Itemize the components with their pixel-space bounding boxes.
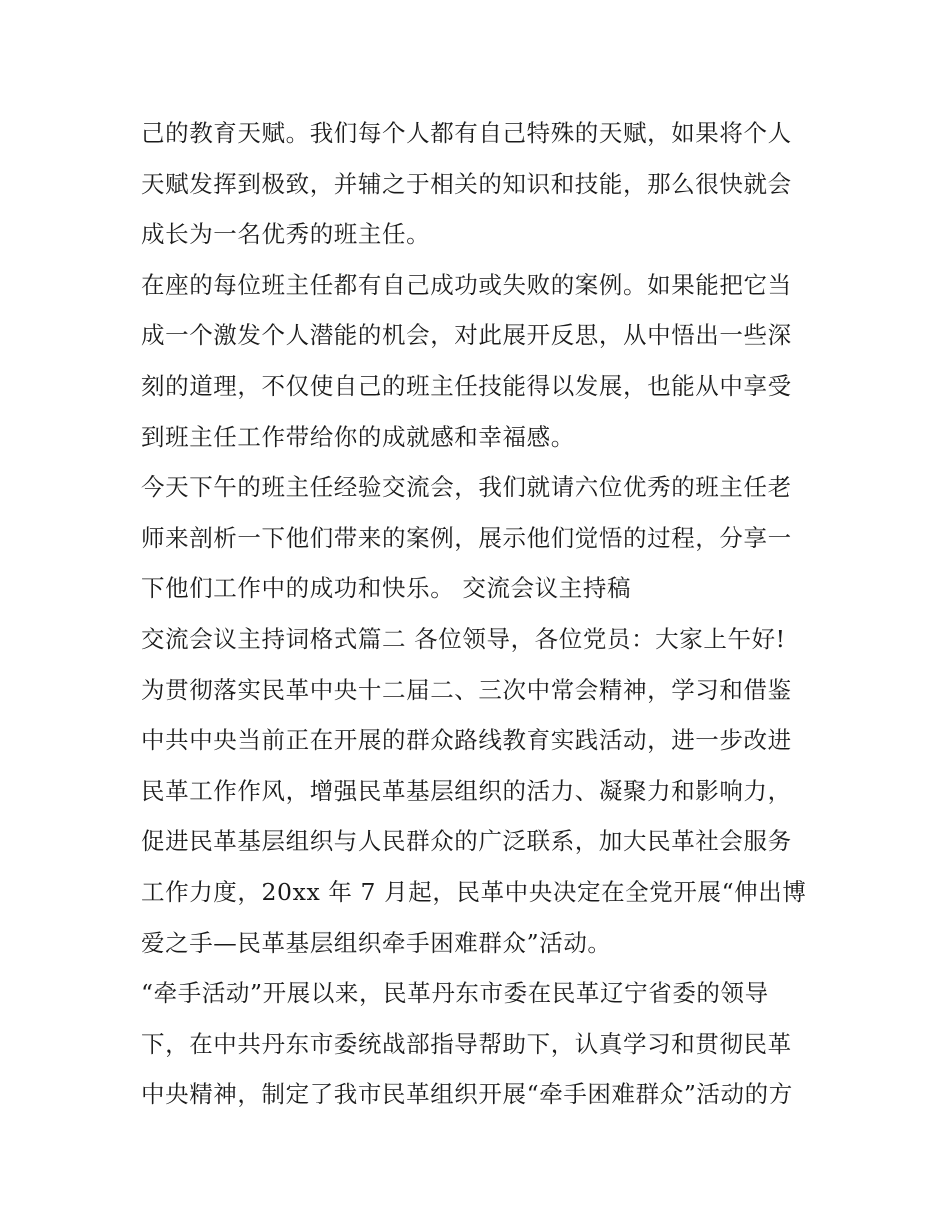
text-line: 下，在中共丹东市委统战部指导帮助下，认真学习和贯彻民革 — [141, 1029, 792, 1058]
text-line: 为贯彻落实民革中央十二届二、三次中常会精神，学习和借鉴 — [141, 675, 792, 704]
text-line: 成长为一名优秀的班主任。 — [141, 220, 431, 249]
text-line: 到班主任工作带给你的成就感和幸福感。 — [141, 422, 575, 451]
text-line: 师来剖析一下他们带来的案例，展示他们觉悟的过程，分享一 — [141, 523, 792, 552]
text-line: 成一个激发个人潜能的机会，对此展开反思，从中悟出一些深 — [141, 321, 792, 350]
text-line: 天赋发挥到极致，并辅之于相关的知识和技能，那么很快就会 — [141, 169, 792, 198]
text-line: 下他们工作中的成功和快乐。 交流会议主持稿 — [141, 574, 632, 603]
text-line: 爱之手—民革基层组织牵手困难群众”活动。 — [141, 928, 612, 957]
text-line: 交流会议主持词格式篇二 各位领导，各位党员：大家上午好! — [141, 624, 786, 653]
text-line: 刻的道理，不仅使自己的班主任技能得以发展，也能从中享受 — [141, 371, 792, 400]
text-line: 民革工作作风，增强民革基层组织的活力、凝聚力和影响力， — [141, 776, 792, 805]
text-line: 中央精神，制定了我市民革组织开展“牵手困难群众”活动的方 — [141, 1080, 793, 1109]
text-line: 中共中央当前正在开展的群众路线教育实践活动，进一步改进 — [141, 726, 792, 755]
text-line: 工作力度，20xx 年 7 月起，民革中央决定在全党开展“伸出博 — [141, 877, 807, 906]
text-line: 今天下午的班主任经验交流会，我们就请六位优秀的班主任老 — [141, 473, 792, 502]
document-body — [141, 108, 821, 1120]
text-line: “牵手活动”开展以来，民革丹东市委在民革辽宁省委的领导 — [141, 979, 769, 1008]
text-line: 己的教育天赋。我们每个人都有自己特殊的天赋，如果将个人 — [141, 119, 792, 147]
text-line: 促进民革基层组织与人民群众的广泛联系，加大民革社会服务 — [141, 827, 792, 856]
text-line: 在座的每位班主任都有自己成功或失败的案例。如果能把它当 — [141, 270, 792, 299]
